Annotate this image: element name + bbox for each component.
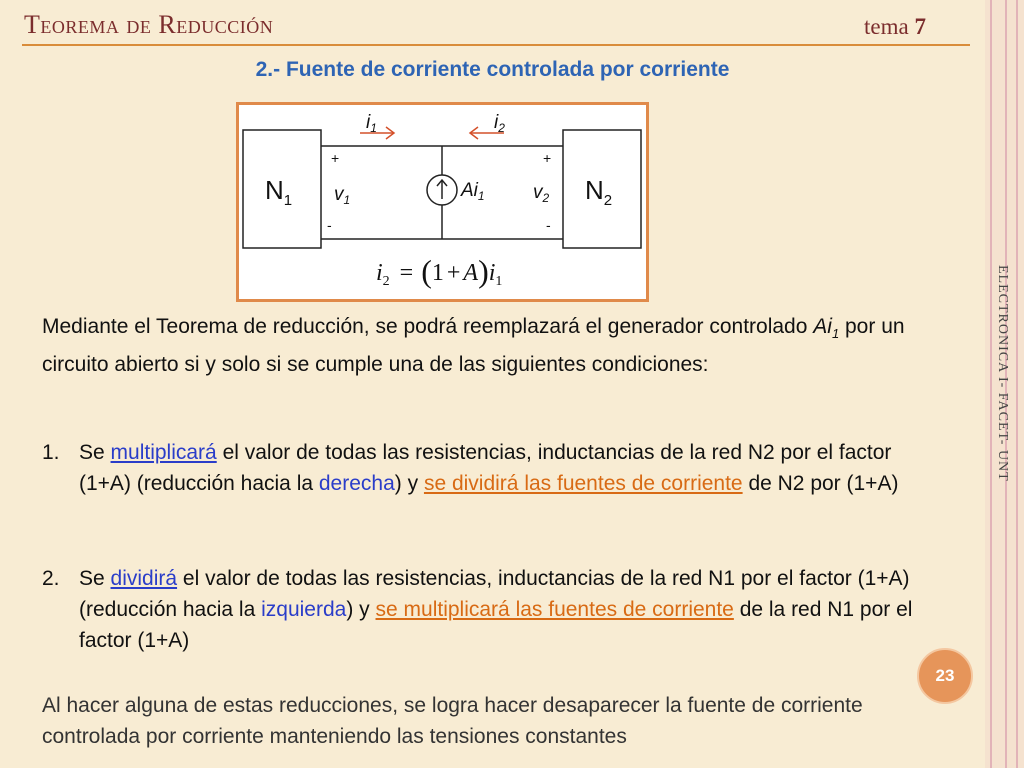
- controlled-source-symbol: $Ai_1$: [813, 315, 840, 342]
- title-underline: [22, 44, 970, 46]
- intro-text-continued: por un circuito abierto si y solo si se cumple una de las siguientes condiciones:: [42, 315, 905, 377]
- current-equation: $i_2 = (1 + A)i_1$: [376, 253, 503, 289]
- direction-left: izquierda: [261, 598, 347, 621]
- list-number: 2.: [42, 567, 60, 590]
- margin-stripe: [990, 0, 992, 768]
- condition-item-1: [42, 437, 922, 499]
- network-n1-label: $N_1$: [265, 175, 293, 209]
- margin-stripe: [1016, 0, 1018, 768]
- multiply-sources-link[interactable]: se multiplicará las fuentes de corriente: [375, 598, 734, 621]
- multiply-link[interactable]: multiplicará: [110, 441, 217, 464]
- condition-text: Se multiplicará el valor de todas las resistencias, inductancias de la red N2 por el factor (1+A) (reducción hacia la derecha) y se dividirá las fuentes de corriente de N2 por (1+A): [79, 441, 899, 495]
- topic-number: 7: [914, 14, 926, 39]
- divide-link[interactable]: dividirá: [110, 567, 178, 590]
- slide-title: Teorema de Reducción: [24, 10, 274, 39]
- network-n2-label: $N_2$: [585, 175, 613, 209]
- v1-minus-sign: -: [327, 217, 332, 233]
- voltage-v1-label: $v_1$: [334, 184, 351, 207]
- conclusion-paragraph: Al hacer alguna de estas reducciones, se logra hacer desaparecer la fuente de corriente controlada por corriente manteniendo las tensiones constantes: [42, 694, 863, 748]
- source-label: $Ai_1$: [461, 180, 485, 203]
- side-footer-text: ELECTRONICA I- FACET- UNT: [995, 265, 1010, 482]
- topic-label: [864, 14, 926, 40]
- voltage-v2-label: $v_2$: [533, 182, 550, 205]
- divide-sources-link[interactable]: se dividirá las fuentes de corriente: [423, 472, 743, 495]
- condition-item-2: [42, 563, 922, 656]
- circuit-diagram: [236, 102, 649, 302]
- current-i2-label: $i_2$: [494, 112, 505, 135]
- topic-word: tema: [864, 14, 909, 39]
- list-number: 1.: [42, 441, 60, 464]
- intro-text: Mediante el Teorema de reducción, se podrá reemplazará el generador controlado: [42, 315, 814, 338]
- v2-minus-sign: -: [546, 217, 551, 233]
- condition-text: Se dividirá el valor de todas las resistencias, inductancias de la red N1 por el factor (1+A) (reducción hacia la izquierda) y se multiplicará las fuentes de corriente de la red N1 por el factor (1+A): [79, 567, 913, 652]
- intro-paragraph: [42, 311, 912, 380]
- v2-plus-sign: +: [543, 150, 552, 166]
- current-i1-label: $i_1$: [366, 112, 377, 135]
- v1-plus-sign: +: [331, 150, 340, 166]
- page-number-badge: 23: [917, 648, 973, 704]
- slide-subtitle: 2.- Fuente de corriente controlada por corriente: [255, 58, 730, 81]
- direction-right: derecha: [318, 472, 395, 495]
